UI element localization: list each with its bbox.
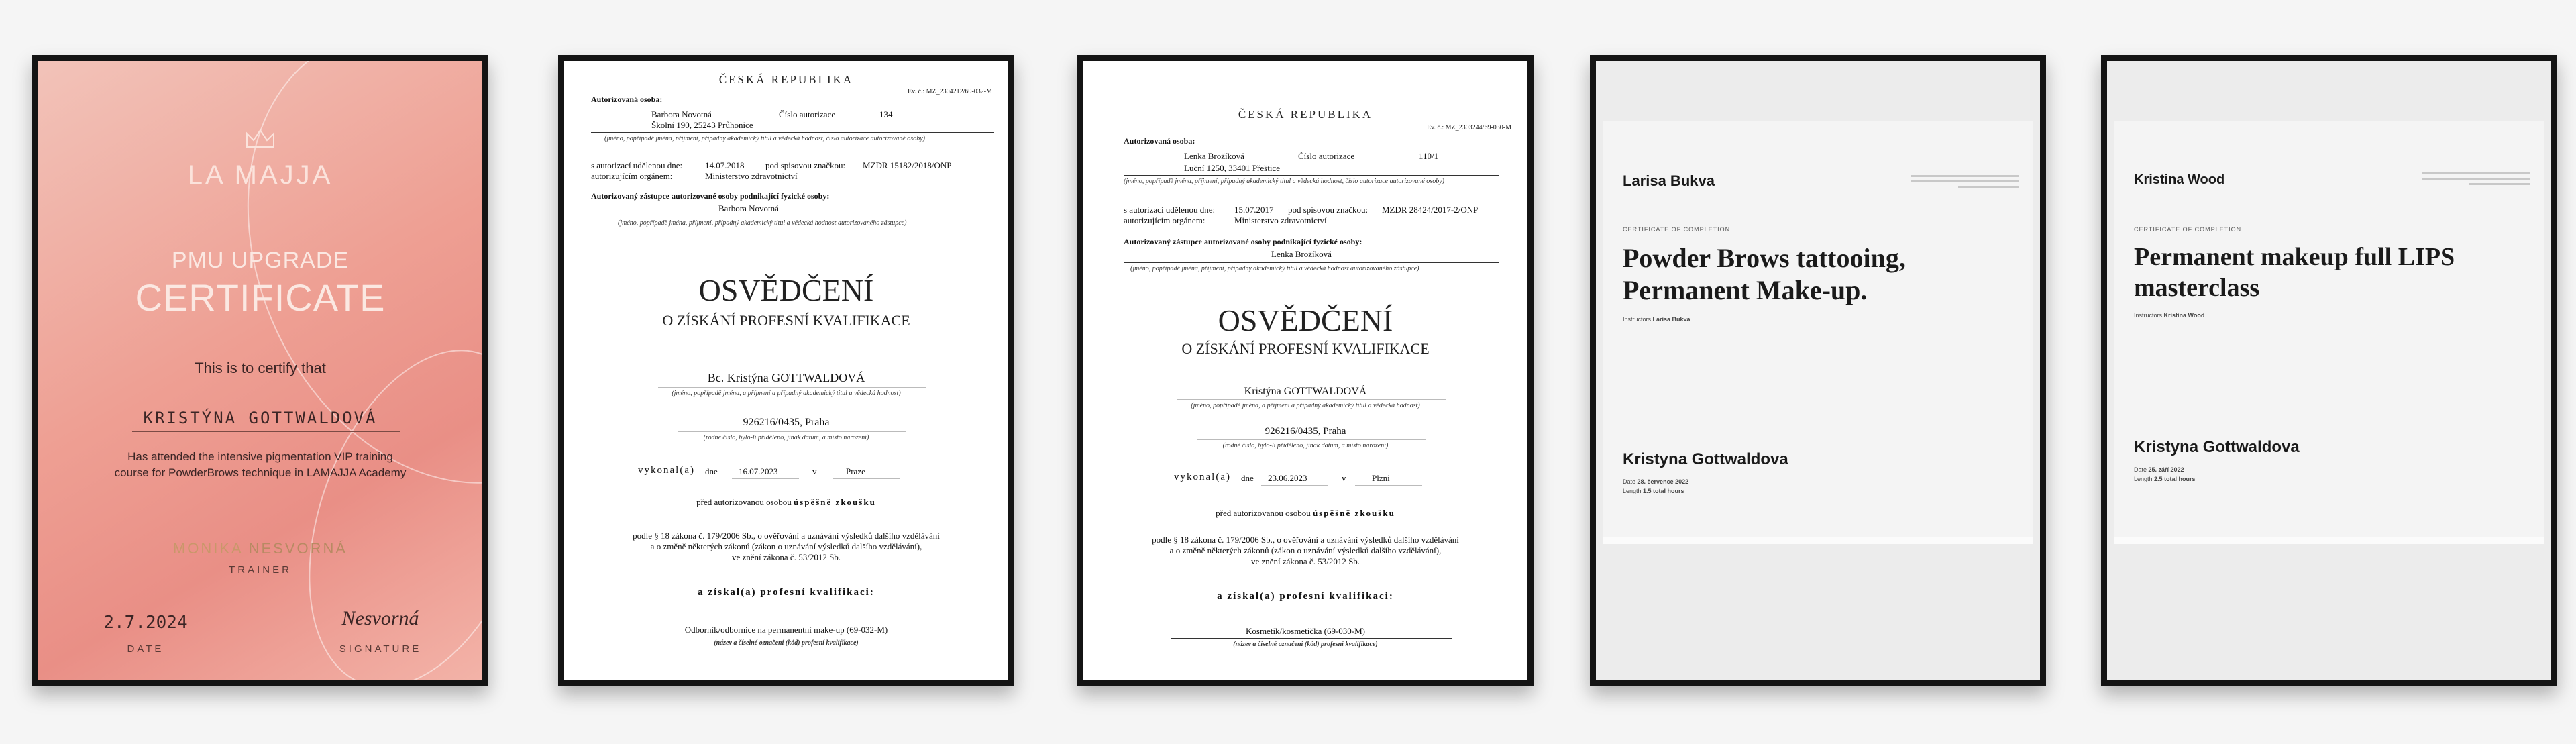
course-length <box>1623 488 1684 494</box>
auth-number-label: Číslo autorizace <box>1298 151 1355 161</box>
mark-label: pod spisovou značkou: <box>765 160 846 170</box>
rule <box>732 478 799 479</box>
certify-text: This is to certify that <box>195 360 326 376</box>
before-text: před autorizovanou osobou <box>1216 508 1311 518</box>
reference-info <box>2422 178 2530 180</box>
note-birth: (rodné číslo, bylo-li přiděleno, jinak datum, a místo narození) <box>703 434 869 441</box>
note-qualification: (název a číselné označení (kód) profesní kvalifikace) <box>714 639 859 647</box>
organ-label: autorizujícím orgánem: <box>591 171 673 181</box>
certificate-subtitle: PMU UPGRADE <box>171 248 350 273</box>
certificate-frame-osvedceni-2 <box>1077 55 1534 686</box>
mark-label: pod spisovou značkou: <box>1288 205 1368 215</box>
exam-date-label: dne <box>1241 473 1254 483</box>
exam-place-label: v <box>812 466 817 476</box>
reference-info <box>1911 175 2019 177</box>
brand-name: LA MAJJA <box>187 160 333 190</box>
auth-number: 134 <box>879 109 893 119</box>
holder-birth: 926216/0435, Praha <box>743 417 830 428</box>
exam-place: Plzni <box>1372 473 1390 483</box>
granted-label: s autorizací udělenou dne: <box>591 160 683 170</box>
certificate-frame-powder-brows <box>1590 55 2046 686</box>
rule <box>1177 399 1446 400</box>
rule <box>833 478 900 479</box>
law-line-1: podle § 18 zákona č. 179/2006 Sb., o ověřování a uznávání výsledků dalšího vzdělávání <box>1152 535 1459 545</box>
law-line-3: ve znění zákona č. 53/2012 Sb. <box>1250 556 1360 566</box>
country-header: ČESKÁ REPUBLIKA <box>1238 108 1373 121</box>
document-subtitle: O ZÍSKÁNÍ PROFESNÍ KVALIFIKACE <box>662 312 910 329</box>
exam-date: 23.06.2023 <box>1268 473 1307 483</box>
rep-label: Autorizovaný zástupce autorizované osoby podnikající fyzické osoby: <box>591 191 830 201</box>
length-value: 2.5 total hours <box>2154 476 2196 482</box>
exam-place: Praze <box>846 466 865 476</box>
rule <box>678 431 906 432</box>
date-label: DATE <box>127 643 164 655</box>
note-birth: (rodné číslo, bylo-li přiděleno, jinak datum, a místo narození) <box>1222 442 1389 449</box>
length-value: 1.5 total hours <box>1643 488 1684 494</box>
qualification: Odborník/odbornice na permanentní make-up (69-032-M) <box>684 625 888 635</box>
completion-date <box>1623 478 1688 485</box>
success-text: úspěšně zkoušku <box>793 497 876 507</box>
rule <box>591 132 994 133</box>
auth-address: Luční 1250, 33401 Přeštice <box>1184 163 1280 173</box>
certificate-label: CERTIFICATE OF COMPLETION <box>2134 226 2242 233</box>
certificate-label: CERTIFICATE OF COMPLETION <box>1623 226 1731 233</box>
reference-info <box>2469 183 2530 185</box>
crown-logo-icon <box>245 128 276 150</box>
rep-name: Lenka Brožíková <box>1271 249 1332 259</box>
description-line-2: course for PowderBrows technique in LAMAJJA Academy <box>114 466 407 479</box>
before-text: před autorizovanou osobou <box>696 497 792 507</box>
registration-number: Ev. č.: MZ_2303244/69-030-M <box>1426 124 1511 131</box>
organ-label: autorizujícím orgánem: <box>1124 215 1205 225</box>
rule <box>1261 485 1328 486</box>
reference-info <box>1911 180 2019 182</box>
document-title: OSVĚDČENÍ <box>698 273 874 307</box>
instructors-label: Instructors <box>1623 316 1652 323</box>
description-line-1: Has attended the intensive pigmentation VIP training <box>127 450 393 463</box>
date-value: 25. září 2022 <box>2148 466 2184 473</box>
trainer-first-name: MONIKA <box>172 540 243 557</box>
organization-name: Kristina Wood <box>2134 172 2225 187</box>
instructors <box>2134 312 2204 319</box>
document-subtitle: O ZÍSKÁNÍ PROFESNÍ KVALIFIKACE <box>1181 340 1430 357</box>
exam-label: vykonal(a) <box>638 465 695 476</box>
auth-address: Školní 190, 25243 Průhonice <box>651 120 753 130</box>
rule <box>1171 638 1452 639</box>
rep-label: Autorizovaný zástupce autorizované osoby podnikající fyzické osoby: <box>1124 237 1362 246</box>
note-qualification: (název a číselné označení (kód) profesní kvalifikace) <box>1233 641 1378 648</box>
granted-date: 14.07.2018 <box>705 160 745 170</box>
mark-value: MZDR 28424/2017-2/ONP <box>1382 205 1479 215</box>
course-title-line-1: Permanent makeup full LIPS <box>2134 243 2455 271</box>
law-line-1: podle § 18 zákona č. 179/2006 Sb., o ověřování a uznávání výsledků dalšího vzdělávání <box>633 531 940 541</box>
granted-date: 15.07.2017 <box>1234 205 1274 215</box>
law-line-2: a o změně některých zákonů (zákon o uznávání výsledků dalšího vzdělávání), <box>1169 545 1442 555</box>
document-title: OSVĚDČENÍ <box>1218 303 1393 337</box>
auth-name: Lenka Brožíková <box>1184 151 1244 161</box>
date-label: Date <box>2134 466 2147 473</box>
instructors-value: Kristina Wood <box>2163 312 2205 319</box>
note-rep: (jméno, popřípadě jména, příjmení, případný akademický titul a vědecká hodnost autorizovaného zástupce) <box>1130 265 1419 272</box>
holder-birth: 926216/0435, Praha <box>1265 426 1346 437</box>
organ-value: Ministerstvo zdravotnictví <box>705 171 798 181</box>
auth-label: Autorizovaná osoba: <box>1124 136 1195 146</box>
law-line-3: ve znění zákona č. 53/2012 Sb. <box>731 552 841 562</box>
before-authority <box>1083 508 1527 519</box>
registration-number: Ev. č.: MZ_2304212/69-032-M <box>907 88 992 95</box>
student-name: Kristyna Gottwaldova <box>2134 438 2300 456</box>
exam-label: vykonal(a) <box>1174 472 1231 482</box>
course-title-line-1: Powder Brows tattooing, <box>1623 243 1906 273</box>
instructors <box>1623 316 1690 323</box>
instructors-value: Larisa Bukva <box>1652 316 1690 323</box>
signature-label: SIGNATURE <box>339 643 422 655</box>
rule <box>1197 439 1426 440</box>
country-header: ČESKÁ REPUBLIKA <box>718 73 854 86</box>
course-title-line-2: masterclass <box>2134 274 2260 302</box>
exam-date: 16.07.2023 <box>739 466 778 476</box>
certificate-title: CERTIFICATE <box>135 276 386 319</box>
trainer-role: TRAINER <box>229 564 292 576</box>
exam-date-label: dne <box>705 466 718 476</box>
note-rep: (jméno, popřípadě jména, příjmení, případný akademický titul a vědecká hodnost autorizovaného zástupce) <box>618 219 907 227</box>
granted-label: s autorizací udělenou dne: <box>1124 205 1216 215</box>
gained-text: a získal(a) profesní kvalifikaci: <box>698 587 875 598</box>
rule <box>658 387 926 388</box>
date-value: 2.7.2024 <box>103 613 188 633</box>
auth-label: Autorizovaná osoba: <box>591 95 663 104</box>
course-length <box>2134 476 2196 482</box>
rule <box>1124 262 1499 263</box>
law-line-2: a o změně některých zákonů (zákon o uznávání výsledků dalšího vzdělávání), <box>650 541 922 551</box>
certificate-band <box>2114 537 2544 544</box>
certificate-band <box>1603 537 2033 544</box>
organ-value: Ministerstvo zdravotnictví <box>1234 215 1327 225</box>
holder-name: Bc. Kristýna GOTTWALDOVÁ <box>707 371 865 384</box>
organization-name: Larisa Bukva <box>1623 172 1715 189</box>
date-label: Date <box>1623 478 1636 485</box>
name-underline <box>132 431 400 432</box>
reference-info <box>2422 172 2530 174</box>
auth-number-label: Číslo autorizace <box>779 109 836 119</box>
date-value: 28. července 2022 <box>1637 478 1689 485</box>
trainer-name <box>38 540 482 557</box>
rule <box>1124 175 1499 176</box>
before-authority <box>564 497 1008 508</box>
length-label: Length <box>2134 476 2153 482</box>
gained-text: a získal(a) profesní kvalifikaci: <box>1217 591 1394 602</box>
note-auth: (jméno, popřípadě jména, příjmení, případný akademický titul a vědecká hodnost, číslo autorizace autorizované osoby) <box>604 135 925 142</box>
student-name: Kristyna Gottwaldova <box>1623 450 1788 468</box>
length-label: Length <box>1623 488 1642 494</box>
note-holder: (jméno, popřípadě jména, a příjmení a případný akademický titul a vědecká hodnost) <box>672 390 901 397</box>
note-auth: (jméno, popřípadě jména, příjmení, případný akademický titul a vědecká hodnost, číslo autorizace autorizované osoby) <box>1124 178 1444 185</box>
auth-name: Barbora Novotná <box>651 109 712 119</box>
certificate-frame-lamajja <box>32 55 488 686</box>
rule <box>1355 485 1422 486</box>
reference-info <box>1958 186 2019 188</box>
signature: Nesvorná <box>341 607 419 629</box>
certificate-frame-osvedceni-1 <box>558 55 1014 686</box>
instructors-label: Instructors <box>2134 312 2163 319</box>
mark-value: MZDR 15182/2018/ONP <box>863 160 952 170</box>
success-text: úspěšně zkoušku <box>1312 508 1395 518</box>
note-holder: (jméno, popřípadě jména, a příjmení a případný akademický titul a vědecká hodnost) <box>1191 402 1420 409</box>
completion-date <box>2134 466 2184 473</box>
recipient-name: KRISTÝNA GOTTWALDOVÁ <box>143 409 378 427</box>
auth-number: 110/1 <box>1419 151 1439 161</box>
exam-place-label: v <box>1342 473 1346 483</box>
rep-name: Barbora Novotná <box>718 203 779 213</box>
trainer-last-name: NESVORNÁ <box>248 540 348 557</box>
certificate-frame-lips <box>2101 55 2557 686</box>
holder-name: Kristýna GOTTWALDOVÁ <box>1244 386 1367 397</box>
course-title-line-2: Permanent Make-up. <box>1623 275 1868 305</box>
qualification: Kosmetik/kosmetička (69-030-M) <box>1246 626 1365 636</box>
